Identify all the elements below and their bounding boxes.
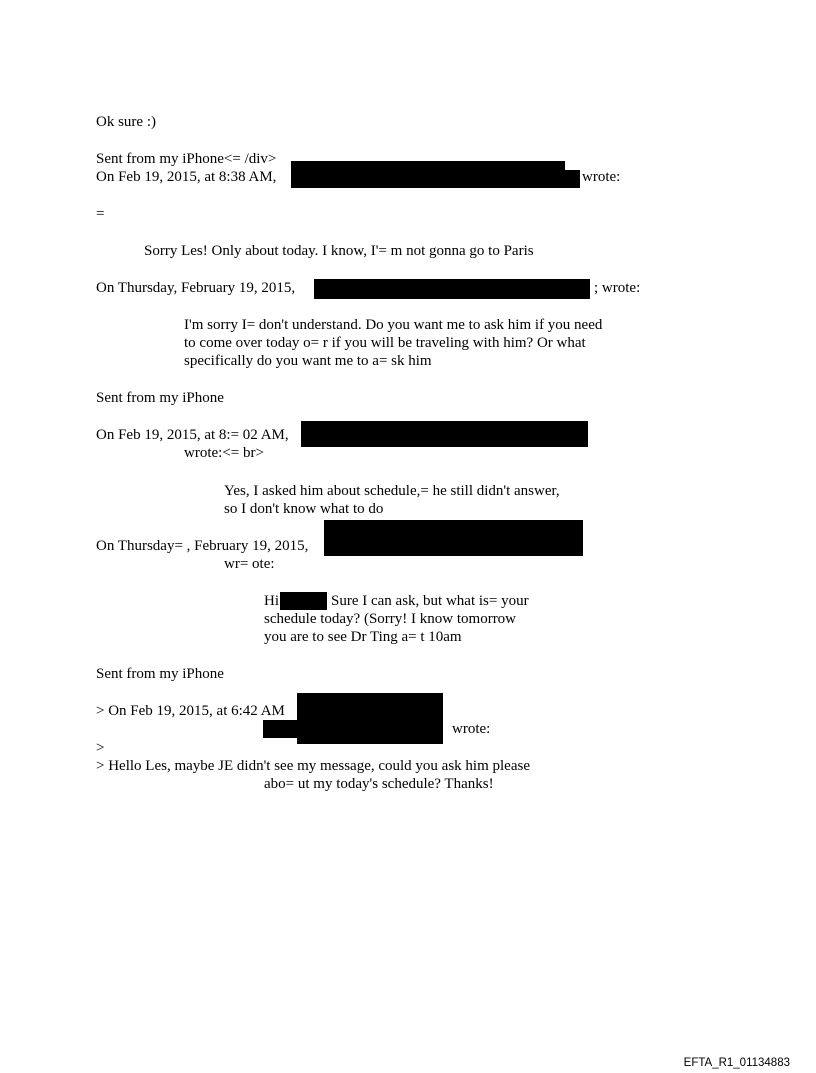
- text-line: On Thursday= , February 19, 2015,: [96, 538, 309, 554]
- redaction-block: [297, 693, 443, 744]
- text-line: Sorry Les! Only about today. I know, I'= m not gonna go to Paris: [144, 243, 534, 259]
- redaction-block: [263, 720, 299, 738]
- text-line: to come over today o= r if you will be traveling with him? Or what: [184, 335, 586, 351]
- text-line: abo= ut my today's schedule? Thanks!: [264, 776, 494, 792]
- text-line: wrote:<= br>: [184, 445, 264, 461]
- text-line: so I don't know what to do: [224, 501, 384, 517]
- text-line: > Hello Les, maybe JE didn't see my message, could you ask him please: [96, 758, 530, 774]
- text-line: wr= ote:: [224, 556, 275, 572]
- text-line: wrote:: [452, 721, 491, 737]
- text-line: >: [96, 740, 105, 756]
- text-line: specifically do you want me to a= sk him: [184, 353, 432, 369]
- redaction-block: [280, 592, 327, 610]
- text-line: Sure I can ask, but what is= your: [331, 593, 529, 609]
- text-line: Sent from my iPhone: [96, 666, 224, 682]
- text-line: > On Feb 19, 2015, at 6:42 AM: [96, 703, 285, 719]
- text-line: Hi: [264, 593, 279, 609]
- text-line: schedule today? (Sorry! I know tomorrow: [264, 611, 517, 627]
- document-id: EFTA_R1_01134883: [683, 1057, 790, 1069]
- redaction-block: [314, 279, 590, 299]
- text-line: Sent from my iPhone: [96, 390, 224, 406]
- text-line: Yes, I asked him about schedule,= he still didn't answer,: [224, 483, 560, 499]
- text-line: On Feb 19, 2015, at 8:38 AM,: [96, 169, 277, 185]
- redaction-block: [565, 170, 580, 188]
- text-line: wrote:: [582, 169, 621, 185]
- redaction-block: [301, 421, 588, 447]
- text-line: On Feb 19, 2015, at 8:= 02 AM,: [96, 427, 289, 443]
- text-line: =: [96, 206, 105, 222]
- text-line: Sent from my iPhone<= /div>: [96, 151, 277, 167]
- text-line: ; wrote:: [594, 280, 641, 296]
- redaction-block: [324, 520, 583, 556]
- redaction-block: [291, 161, 565, 188]
- text-line: I'm sorry I= don't understand. Do you want me to ask him if you need: [184, 317, 603, 333]
- text-line: Ok sure :): [96, 114, 156, 130]
- text-line: On Thursday, February 19, 2015,: [96, 280, 296, 296]
- text-line: you are to see Dr Ting a= t 10am: [264, 629, 462, 645]
